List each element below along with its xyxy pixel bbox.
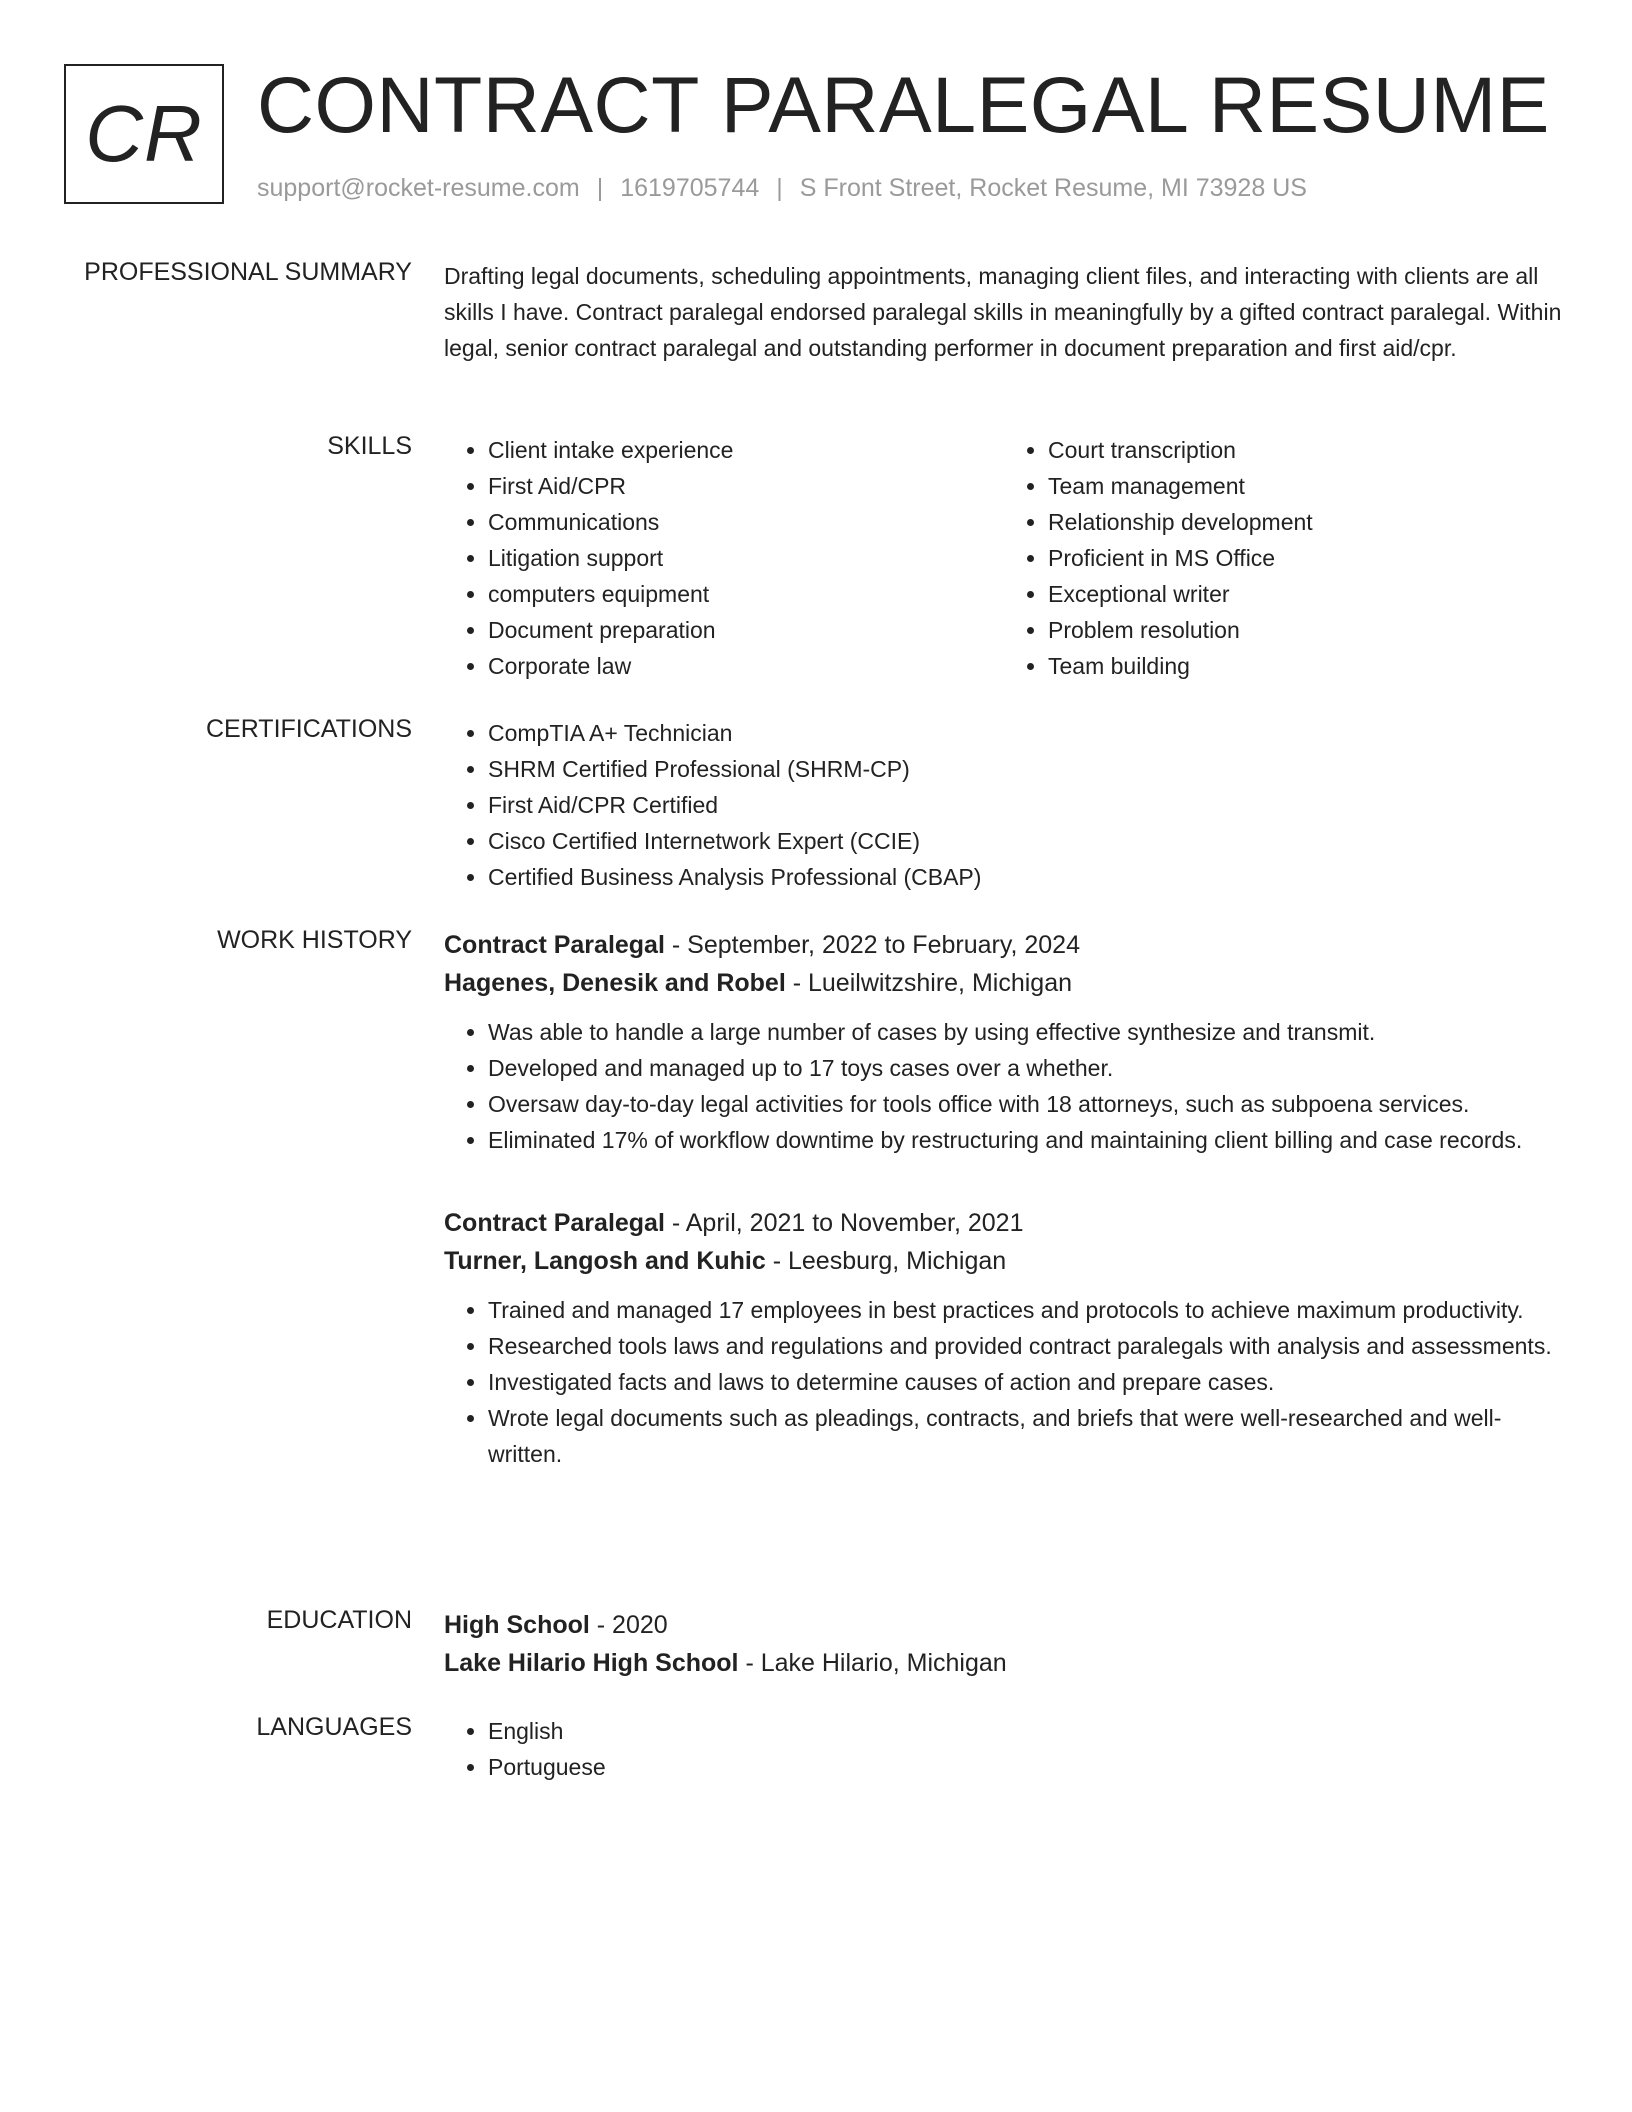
list-item: • Cisco Certified Internetwork Expert (CCIE) [488, 823, 1564, 859]
resume-header [64, 60, 1574, 214]
job-location: - Leesburg, Michigan [765, 1247, 1007, 1275]
languages-content [444, 1713, 1564, 1785]
job-dates: - September, 2022 to February, 2024 [664, 931, 1080, 959]
education-year: - 2020 [589, 1611, 668, 1639]
list-item: • Developed and managed up to 17 toys cases over a whether. [488, 1050, 1564, 1086]
job-title-line [444, 1204, 1564, 1242]
languages-list [444, 1713, 1564, 1785]
section-label: SKILLS [327, 432, 412, 460]
list-item: • CompTIA A+ Technician [488, 715, 1564, 751]
job-title-line [444, 926, 1564, 964]
list-item: • Litigation support [488, 540, 1004, 576]
list-item: • Eliminated 17% of workflow downtime by restructuring and maintaining client billing and case records. [488, 1122, 1564, 1158]
job-location: - Lueilwitzshire, Michigan [785, 969, 1072, 997]
contact-line [257, 174, 1307, 203]
job-company-line [444, 1242, 1564, 1280]
list-item: • computers equipment [488, 576, 1004, 612]
list-item: • Trained and managed 17 employees in best practices and protocols to achieve maximum productivity. [488, 1292, 1564, 1328]
certifications-content [444, 715, 1564, 895]
contact-phone: 1619705744 [620, 174, 760, 202]
education-degree-line [444, 1606, 1564, 1644]
section-label: EDUCATION [266, 1606, 412, 1634]
initials-monogram: CR [64, 64, 224, 204]
list-item: • Court transcription [1048, 432, 1564, 468]
resume-title: CONTRACT PARALEGAL RESUME [257, 60, 1550, 149]
skills-list-left [444, 432, 1004, 684]
list-item: • Team management [1048, 468, 1564, 504]
job-entry [444, 926, 1564, 1158]
list-item: • Investigated facts and laws to determine causes of action and prepare cases. [488, 1364, 1564, 1400]
job-entry [444, 1204, 1564, 1472]
list-item: • First Aid/CPR Certified [488, 787, 1564, 823]
list-item: • Communications [488, 504, 1004, 540]
list-item: • Team building [1048, 648, 1564, 684]
section-label: PROFESSIONAL SUMMARY [84, 258, 412, 286]
contact-email: support@rocket-resume.com [257, 174, 580, 202]
list-item: • Wrote legal documents such as pleadings, contracts, and briefs that were well-researched and well-written. [488, 1400, 1564, 1472]
job-company: Hagenes, Denesik and Robel [444, 969, 786, 997]
job-bullets [444, 1014, 1564, 1158]
list-item: • Certified Business Analysis Professional (CBAP) [488, 859, 1564, 895]
summary-text: Drafting legal documents, scheduling appointments, managing client files, and interacting with clients are all skills I have. Contract paralegal endorsed paralegal skills in meaningfully by a gifted contract paralegal. Within legal, senior contract paralegal and outstanding performer in document preparation and first aid/cpr. [444, 263, 1562, 361]
list-item: • Was able to handle a large number of cases by using effective synthesize and transmit. [488, 1014, 1564, 1050]
list-item: • Exceptional writer [1048, 576, 1564, 612]
contact-separator: | [776, 174, 783, 202]
section-label: CERTIFICATIONS [205, 715, 412, 743]
education-content [444, 1606, 1564, 1682]
skills-list-right [1004, 432, 1564, 684]
skills-content [444, 432, 1564, 684]
list-item: • Oversaw day-to-day legal activities for tools office with 18 attorneys, such as subpoena services. [488, 1086, 1564, 1122]
job-role: Contract Paralegal [444, 1209, 665, 1237]
list-item: • SHRM Certified Professional (SHRM-CP) [488, 751, 1564, 787]
contact-address: S Front Street, Rocket Resume, MI 73928 US [799, 174, 1307, 202]
job-company: Turner, Langosh and Kuhic [444, 1247, 766, 1275]
education-location: - Lake Hilario, Michigan [738, 1649, 1007, 1677]
summary-content [444, 258, 1564, 366]
list-item: • Relationship development [1048, 504, 1564, 540]
education-school: Lake Hilario High School [444, 1649, 739, 1677]
list-item: • Problem resolution [1048, 612, 1564, 648]
education-school-line [444, 1644, 1564, 1682]
section-label: LANGUAGES [256, 1713, 412, 1741]
job-dates: - April, 2021 to November, 2021 [664, 1209, 1024, 1237]
job-role: Contract Paralegal [444, 931, 665, 959]
job-bullets [444, 1292, 1564, 1472]
list-item: • Researched tools laws and regulations and provided contract paralegals with analysis and assessments. [488, 1328, 1564, 1364]
list-item: • Portuguese [488, 1749, 1564, 1785]
list-item: • Document preparation [488, 612, 1004, 648]
list-item: • Corporate law [488, 648, 1004, 684]
list-item: • First Aid/CPR [488, 468, 1004, 504]
list-item: • Client intake experience [488, 432, 1004, 468]
education-degree: High School [444, 1611, 590, 1639]
list-item: • Proficient in MS Office [1048, 540, 1564, 576]
certifications-list [444, 715, 1564, 895]
section-label: WORK HISTORY [217, 926, 412, 954]
list-item: • English [488, 1713, 1564, 1749]
job-company-line [444, 964, 1564, 1002]
work-history-content [444, 926, 1564, 1472]
contact-separator: | [596, 174, 604, 202]
